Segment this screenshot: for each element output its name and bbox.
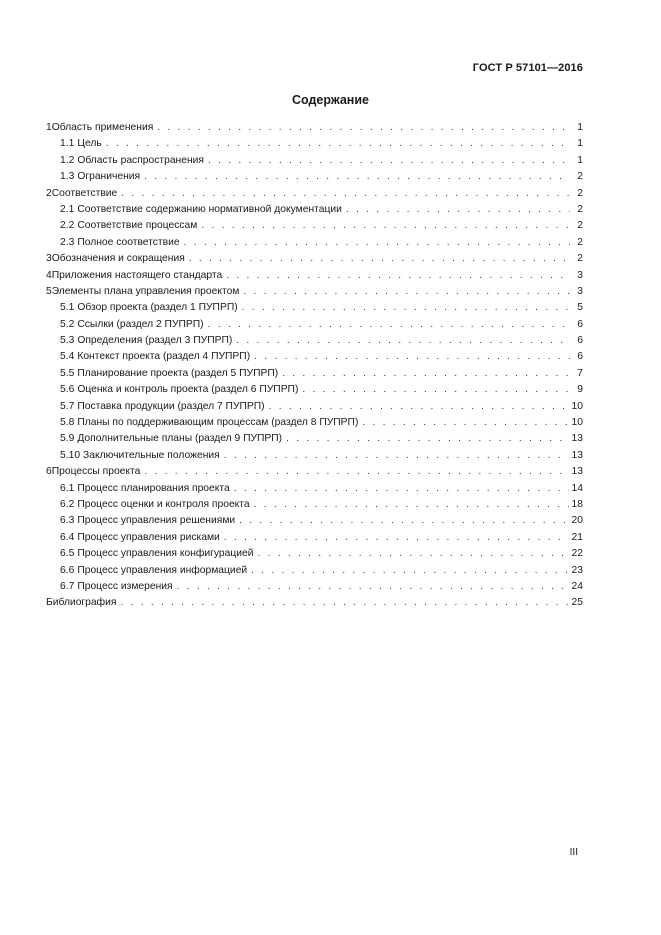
toc-entry-number: 5.9 — [60, 433, 75, 445]
toc-entry-page: 2 — [577, 203, 583, 215]
toc-entry-label: Процесс измерения — [77, 580, 173, 592]
toc-entry-number: 6.6 — [60, 564, 75, 576]
toc-entry[interactable] — [46, 251, 583, 267]
toc-entry-label: Планы по поддерживающим процессам (раздел 8 ПУПРП) — [77, 417, 359, 429]
toc-entry-number: 1.3 — [60, 171, 75, 183]
toc-entry-page: 2 — [577, 220, 583, 232]
toc-dot-leader — [226, 268, 570, 284]
toc-entry-page: 24 — [571, 580, 583, 592]
toc-entry-number: 6.7 — [60, 580, 75, 592]
toc-entry[interactable] — [46, 399, 583, 415]
toc-dot-leader — [121, 186, 570, 202]
toc-entry-number: 5 — [46, 285, 52, 297]
toc-entry-page: 1 — [577, 154, 583, 166]
toc-entry-label: Обзор проекта (раздел 1 ПУПРП) — [77, 302, 238, 314]
toc-entry-label: Процесс управления рисками — [77, 531, 220, 543]
toc-entry-label: Ограничения — [77, 171, 141, 183]
toc-entry-number: 2.2 — [60, 220, 75, 232]
toc-dot-leader — [254, 349, 570, 365]
toc-entry-page: 21 — [571, 531, 583, 543]
toc-dot-leader — [282, 366, 570, 382]
toc-entry-label: Обозначения и сокращения — [51, 253, 185, 265]
toc-dot-leader — [201, 218, 570, 234]
toc-dot-leader — [144, 464, 568, 480]
toc-entry-number: 1.2 — [60, 154, 75, 166]
toc-entry[interactable] — [46, 235, 583, 251]
toc-dot-leader — [269, 399, 569, 415]
toc-dot-leader — [184, 235, 570, 251]
toc-entry[interactable] — [46, 169, 583, 185]
toc-entry-number: 5.2 — [60, 318, 75, 330]
toc-entry-label: Приложения настоящего стандарта — [51, 269, 223, 281]
toc-entry-label: Цель — [77, 138, 102, 150]
toc-entry-label: Полное соответствие — [77, 236, 180, 248]
toc-entry-label: Область применения — [51, 122, 154, 133]
toc-dot-leader — [251, 563, 568, 579]
toc-entry[interactable] — [46, 513, 583, 529]
toc-entry-number: 6.5 — [60, 548, 75, 560]
toc-entry-number: 6.4 — [60, 531, 75, 543]
toc-entry-label: Процесс управления конфигурацией — [77, 548, 254, 560]
toc-entry-page: 2 — [577, 253, 583, 265]
toc-entry-label: Заключительные положения — [83, 449, 220, 461]
toc-entry[interactable] — [46, 530, 583, 546]
toc-entry-number: 5.6 — [60, 384, 75, 396]
toc-entry[interactable] — [46, 497, 583, 513]
toc-entry-page: 13 — [571, 433, 583, 445]
toc-entry-page: 14 — [571, 482, 583, 494]
toc-entry[interactable] — [46, 448, 583, 464]
toc-entry[interactable] — [46, 333, 583, 349]
toc-entry-number: 4 — [46, 269, 52, 281]
toc-entry-label: Процесс оценки и контроля проекта — [77, 498, 250, 510]
toc-entry-page: 6 — [577, 351, 583, 363]
toc-entry-label: Ссылки (раздел 2 ПУПРП) — [77, 318, 204, 330]
page-number-footer: III — [569, 847, 578, 858]
toc-entry-page: 1 — [577, 122, 583, 133]
toc-dot-leader — [189, 251, 570, 267]
toc-entry[interactable] — [46, 415, 583, 431]
toc-entry-label: Процесс планирования проекта — [77, 482, 230, 494]
toc-dot-leader — [236, 333, 570, 349]
toc-entry-label: Соответствие содержанию нормативной документации — [77, 203, 342, 215]
toc-entry-number: 6.1 — [60, 482, 75, 494]
toc-entry-number: 1 — [46, 122, 52, 133]
toc-entry-number: 6.2 — [60, 498, 75, 510]
toc-entry-label: Процесс управления решениями — [77, 515, 236, 527]
toc-dot-leader — [224, 448, 569, 464]
toc-dot-leader — [362, 415, 568, 431]
toc-entry-number: 6.3 — [60, 515, 75, 527]
toc-entry[interactable] — [46, 300, 583, 316]
toc-dot-leader — [243, 284, 570, 300]
toc-entry-page: 18 — [571, 498, 583, 510]
toc-entry[interactable] — [46, 431, 583, 447]
toc-entry-page: 7 — [577, 367, 583, 379]
toc-entry-page: 5 — [577, 302, 583, 314]
toc-dot-leader — [239, 513, 568, 529]
toc-entry-label: Соответствие — [51, 187, 118, 199]
toc-entry-label: Элементы плана управления проектом — [51, 285, 240, 297]
toc-entry-page: 20 — [571, 515, 583, 527]
toc-entry-number: 2 — [46, 187, 52, 199]
toc-entry[interactable] — [46, 284, 583, 300]
toc-entry[interactable] — [46, 382, 583, 398]
toc-entry[interactable] — [46, 595, 583, 611]
toc-entry[interactable] — [46, 546, 583, 562]
toc-entry-page: 1 — [577, 138, 583, 150]
toc-entry-number: 5.10 — [60, 449, 81, 461]
toc-entry[interactable] — [46, 349, 583, 365]
toc-dot-leader — [302, 382, 570, 398]
toc-entry[interactable] — [46, 218, 583, 234]
toc-entry-label: Дополнительные планы (раздел 9 ПУПРП) — [77, 433, 283, 445]
toc-dot-leader — [144, 169, 570, 185]
toc-dot-leader — [157, 120, 570, 136]
toc-entry[interactable] — [46, 464, 583, 480]
toc-entry-page: 3 — [577, 269, 583, 281]
toc-entry-number: 6 — [46, 466, 52, 478]
toc-entry-page: 23 — [571, 564, 583, 576]
toc-entry-number: 5.5 — [60, 367, 75, 379]
document-code-header: ГОСТ Р 57101—2016 — [472, 62, 583, 74]
toc-entry-page: 25 — [571, 597, 583, 609]
toc-entry-number: 3 — [46, 253, 52, 265]
toc-entry-number: 5.8 — [60, 417, 75, 429]
toc-dot-leader — [258, 546, 569, 562]
toc-entry-page: 22 — [571, 548, 583, 560]
toc-entry-page: 6 — [577, 318, 583, 330]
toc-entry-number: 5.3 — [60, 335, 75, 347]
toc-dot-leader — [242, 300, 570, 316]
toc-entry-page: 3 — [577, 285, 583, 297]
toc-entry-label: Планирование проекта (раздел 5 ПУПРП) — [77, 367, 279, 379]
toc-entry-number: 2.3 — [60, 236, 75, 248]
toc-entry-label: Определения (раздел 3 ПУПРП) — [77, 335, 233, 347]
toc-dot-leader — [346, 202, 570, 218]
toc-dot-leader — [106, 136, 570, 152]
toc-entry-page: 2 — [577, 187, 583, 199]
toc-dot-leader — [120, 595, 568, 611]
toc-entry-page: 2 — [577, 236, 583, 248]
table-of-contents — [46, 120, 583, 612]
toc-entry[interactable] — [46, 202, 583, 218]
toc-entry-label: Поставка продукции (раздел 7 ПУПРП) — [77, 400, 265, 412]
toc-dot-leader — [224, 530, 569, 546]
toc-entry-label: Процесс управления информацией — [77, 564, 248, 576]
toc-dot-leader — [286, 431, 568, 447]
toc-entry-label: Соответствие процессам — [77, 220, 198, 232]
toc-entry[interactable] — [46, 481, 583, 497]
toc-entry[interactable] — [46, 366, 583, 382]
toc-entry-label: Библиография — [46, 597, 117, 609]
toc-entry-page: 2 — [577, 171, 583, 183]
toc-entry-page: 9 — [577, 384, 583, 396]
toc-entry-number: 5.1 — [60, 302, 75, 314]
toc-entry-label: Процессы проекта — [51, 466, 141, 478]
toc-entry[interactable] — [46, 186, 583, 202]
toc-dot-leader — [234, 481, 569, 497]
toc-entry-label: Контекст проекта (раздел 4 ПУПРП) — [77, 351, 251, 363]
toc-dot-leader — [208, 317, 570, 333]
toc-dot-leader — [177, 579, 569, 595]
toc-entry-label: Оценка и контроль проекта (раздел 6 ПУПРП) — [77, 384, 299, 396]
toc-entry-number: 2.1 — [60, 203, 75, 215]
toc-dot-leader — [208, 153, 570, 169]
toc-entry[interactable] — [46, 579, 583, 595]
toc-entry-page: 10 — [571, 400, 583, 412]
toc-entry-label: Область распространения — [77, 154, 204, 166]
toc-entry[interactable] — [46, 120, 583, 136]
toc-dot-leader — [254, 497, 569, 513]
toc-entry[interactable] — [46, 153, 583, 169]
toc-entry-page: 6 — [577, 335, 583, 347]
toc-entry-page: 10 — [571, 417, 583, 429]
toc-entry[interactable] — [46, 268, 583, 284]
toc-entry-number: 5.7 — [60, 400, 75, 412]
toc-entry[interactable] — [46, 317, 583, 333]
toc-entry[interactable] — [46, 136, 583, 152]
toc-entry-number: 1.1 — [60, 138, 75, 150]
page-title: Содержание — [291, 93, 369, 107]
toc-entry[interactable] — [46, 563, 583, 579]
toc-entry-page: 13 — [571, 466, 583, 478]
toc-entry-number: 5.4 — [60, 351, 75, 363]
toc-entry-page: 13 — [571, 449, 583, 461]
